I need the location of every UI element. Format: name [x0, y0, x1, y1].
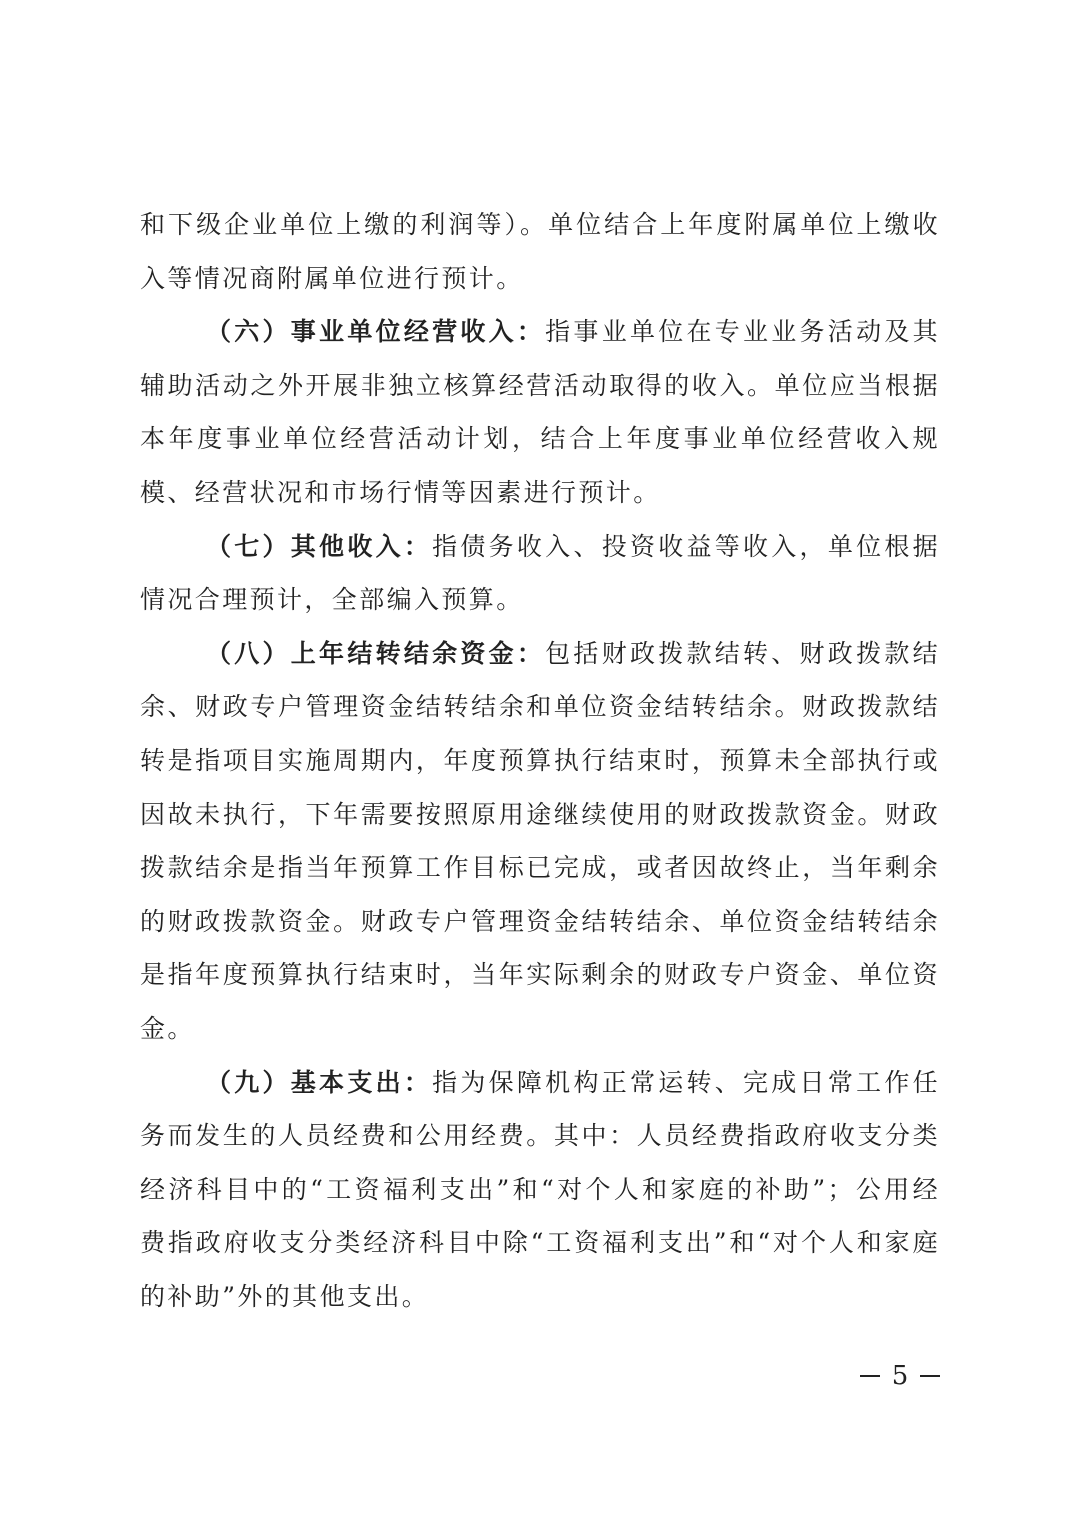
paragraph-basic-expenditure	[140, 1056, 940, 1324]
paragraph-text: 和下级企业单位上缴的利润等）。单位结合上年度附属单位上缴收入等情况商附属单位进行预计。	[140, 210, 940, 293]
paragraph-text: 指债务收入、投资收益等收入，单位根据情况合理预计，全部编入预算。	[140, 531, 941, 615]
right-dash	[920, 1375, 940, 1377]
paragraph-carryover-funds	[140, 627, 940, 1056]
paragraph-text: 指事业单位在专业业务活动及其辅助活动之外开展非独立核算经营活动取得的收入。单位应当根据本年度事业单位经营活动计划，结合上年度事业单位经营收入规模、经营状况和市场行情等因素进行预计。	[140, 317, 940, 507]
body-text	[140, 198, 940, 1323]
paragraph-other-income	[140, 520, 940, 627]
paragraph-heading: （八）上年结转结余资金：	[206, 638, 546, 668]
paragraph-heading: （六）事业单位经营收入：	[206, 317, 546, 347]
paragraph-continuation	[140, 198, 940, 305]
paragraph-heading: （九）基本支出：	[206, 1067, 433, 1097]
paragraph-business-income	[140, 305, 940, 519]
page-number-footer	[860, 1356, 940, 1396]
left-dash	[860, 1375, 880, 1377]
paragraph-text: 指为保障机构正常运转、完成日常工作任务而发生的人员经费和公用经费。其中：人员经费指政府收支分类经济科目中的“工资福利支出”和“对个人和家庭的补助”；公用经费指政府收支分类经济科目中除“工资福利支出”和“对个人和家庭的补助”外的其他支出。	[140, 1067, 941, 1311]
paragraph-heading: （七）其他收入：	[206, 531, 433, 561]
paragraph-text: 包括财政拨款结转、财政拨款结余、财政专户管理资金结转结余和单位资金结转结余。财政拨款结转是指项目实施周期内，年度预算执行结束时，预算未全部执行或因故未执行，下年需要按照原用途继续使用的财政拨款资金。财政拨款结余是指当年预算工作目标已完成，或者因故终止，当年剩余的财政拨款资金。财政专户管理资金结转结余、单位资金结转结余是指年度预算执行结束时，当年实际剩余的财政专户资金、单位资金。	[140, 638, 940, 1043]
page-number: 5	[891, 1361, 909, 1391]
